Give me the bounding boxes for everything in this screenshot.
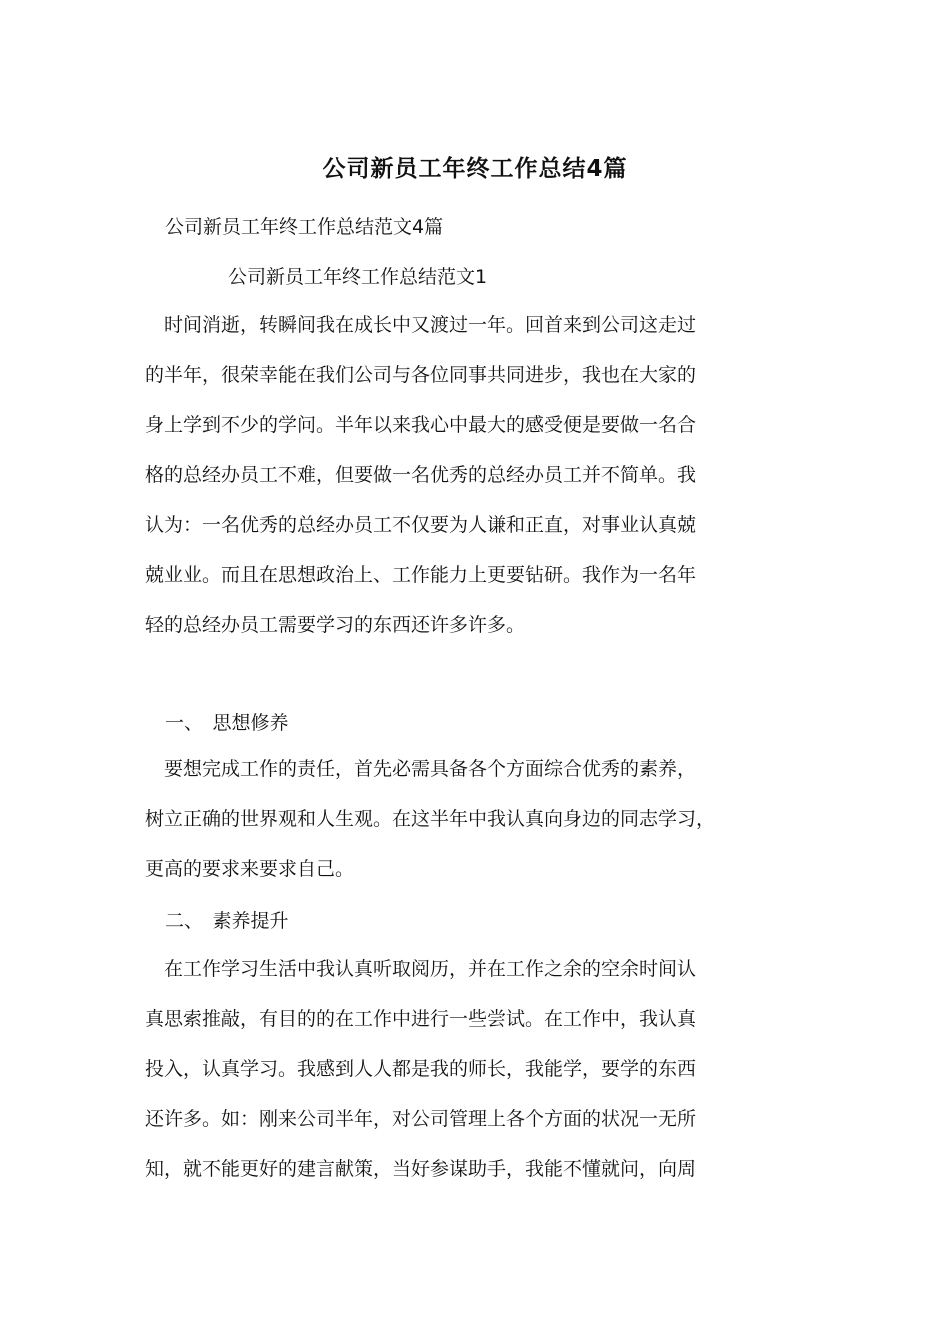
text-line: 树立正确的世界观和人生观。在这半年中我认真向身边的同志学习， <box>145 808 716 830</box>
text-line: 时间消逝，转瞬间我在成长中又渡过一年。回首来到公司这走过 <box>145 314 697 336</box>
text-line: 兢业业。而且在思想政治上、工作能力上更要钻研。我作为一名年 <box>145 564 697 586</box>
heading-quality-improvement: 二、 素养提升 <box>165 910 289 932</box>
text-line: 更高的要求来要求自己。 <box>145 858 355 880</box>
document-title: 公司新员工年终工作总结4篇 <box>322 156 628 182</box>
text-line: 投入，认真学习。我感到人人都是我的师长，我能学，要学的东西 <box>145 1058 697 1080</box>
document-subtitle: 公司新员工年终工作总结范文4篇 <box>165 216 444 238</box>
text-line: 真思索推敲，有目的的在工作中进行一些尝试。在工作中，我认真 <box>145 1008 697 1030</box>
text-line: 认为：一名优秀的总经办员工不仅要为人谦和正直，对事业认真兢 <box>145 514 697 536</box>
text-line: 身上学到不少的学问。半年以来我心中最大的感受便是要做一名合 <box>145 414 697 436</box>
paragraph-thought-cultivation <box>145 744 815 894</box>
heading-thought-cultivation: 一、 思想修养 <box>165 712 289 734</box>
text-line: 还许多。如：刚来公司半年，对公司管理上各个方面的状况一无所 <box>145 1108 697 1130</box>
text-line: 轻的总经办员工需要学习的东西还许多许多。 <box>145 614 526 636</box>
text-line: 知，就不能更好的建言献策，当好参谋助手，我能不懂就问，向周 <box>145 1158 697 1180</box>
paragraph-quality-improvement <box>145 944 815 1194</box>
text-line: 在工作学习生活中我认真听取阅历，并在工作之余的空余时间认 <box>145 958 697 980</box>
text-line: 格的总经办员工不难，但要做一名优秀的总经办员工并不简单。我 <box>145 464 697 486</box>
text-line: 要想完成工作的责任，首先必需具备各个方面综合优秀的素养， <box>145 758 697 780</box>
paragraph-intro <box>145 300 815 650</box>
section-title: 公司新员工年终工作总结范文1 <box>228 266 488 288</box>
text-line: 的半年，很荣幸能在我们公司与各位同事共同进步，我也在大家的 <box>145 364 697 386</box>
